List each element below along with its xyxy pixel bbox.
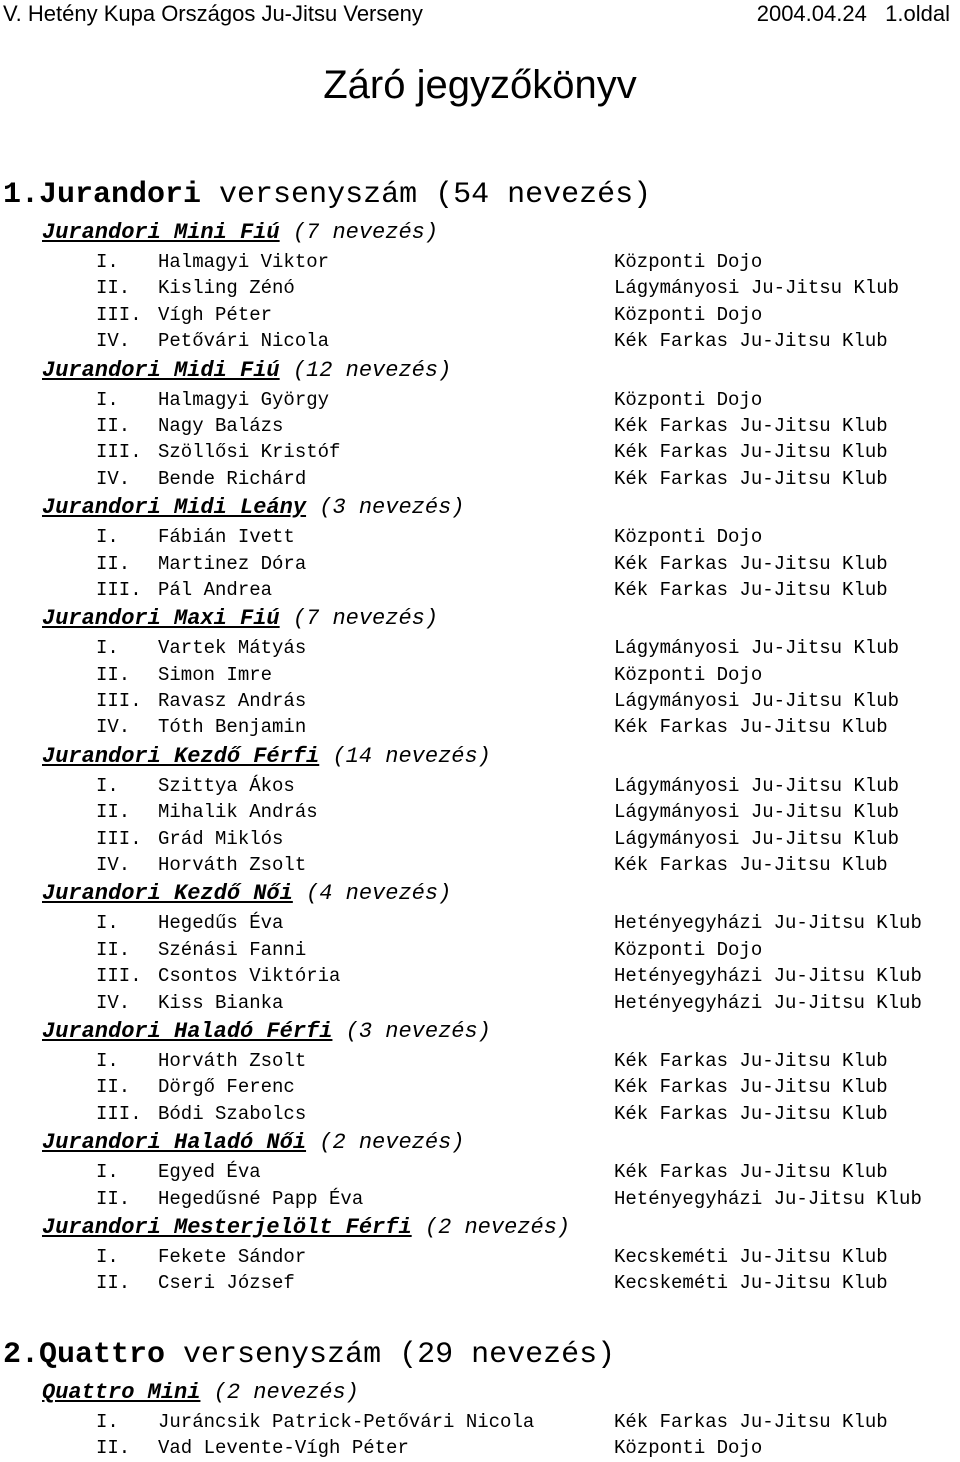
result-club: Kék Farkas Ju-Jitsu Klub [614,414,888,437]
result-name: Pál Andrea [158,578,273,601]
result-club: Lágymányosi Ju-Jitsu Klub [614,637,900,660]
section-subtitle: versenyszám (29 nevezés) [165,1338,616,1372]
result-rank: II. [96,1187,131,1210]
result-rank: I. [96,774,119,797]
result-rank: I. [96,1245,119,1268]
result-row [0,577,960,603]
result-name: Kisling Zénó [158,277,295,300]
result-club: Lágymányosi Ju-Jitsu Klub [614,801,900,824]
result-row [0,937,960,963]
result-name: Grád Miklós [158,827,284,850]
result-club: Kecskeméti Ju-Jitsu Klub [614,1245,888,1268]
category-heading [0,603,960,635]
category-name: Jurandori Maxi Fiú [42,606,280,632]
category-count: (14 nevezés) [319,743,491,769]
result-club: Központi Dojo [614,251,763,273]
result-row [0,662,960,688]
result-name: Hegedűs Éva [158,912,284,935]
result-row [0,963,960,989]
result-rank: II. [96,1272,131,1295]
result-club: Lágymányosi Ju-Jitsu Klub [614,774,900,797]
result-club: Kék Farkas Ju-Jitsu Klub [614,578,888,601]
result-row [0,275,960,301]
result-rank: II. [96,1076,131,1099]
section-subtitle: versenyszám (54 nevezés) [201,178,652,212]
result-rank: II. [96,663,131,686]
result-rank: III. [96,303,142,326]
result-rank: I. [96,251,119,273]
result-name: Bende Richárd [158,467,307,490]
category-heading [0,878,960,910]
section-heading [0,1333,960,1377]
result-row [0,635,960,661]
result-name: Dörgő Ferenc [158,1076,295,1099]
result-club: Kék Farkas Ju-Jitsu Klub [614,1049,888,1072]
document-title: Záró jegyzőkönyv [323,63,637,107]
category-name: Jurandori Midi Leány [42,495,307,521]
result-name: Horváth Zsolt [158,854,307,877]
result-name: Nagy Balázs [158,414,284,437]
result-club: Központi Dojo [614,526,763,549]
result-name: Tóth Benjamin [158,716,307,739]
result-row [0,688,960,714]
result-rank: II. [96,414,131,437]
result-rank: I. [96,912,119,935]
result-rank: I. [96,637,119,660]
result-club: Kék Farkas Ju-Jitsu Klub [614,1076,888,1099]
category-name: Quattro Mini [42,1380,201,1405]
category-heading [0,1212,960,1244]
result-name: Martinez Dóra [158,552,307,575]
result-row [0,799,960,825]
section-number: 2.Quattro [3,1338,166,1372]
category-heading [0,1016,960,1048]
category-name: Jurandori Haladó Férfi [42,1018,333,1044]
category-count: (7 nevezés) [279,606,439,632]
result-row [0,466,960,492]
result-rank: III. [96,441,142,464]
result-name: Vartek Mátyás [158,637,307,660]
result-name: Fábián Ivett [158,526,295,549]
result-name: Horváth Zsolt [158,1049,307,1072]
result-row [0,439,960,465]
category-count: (3 nevezés) [332,1018,491,1044]
result-club: Központi Dojo [614,303,763,326]
result-rank: II. [96,552,131,575]
result-rank: IV. [96,991,131,1014]
result-name: Ravasz András [158,690,307,713]
result-club: Kék Farkas Ju-Jitsu Klub [614,1411,888,1433]
result-club: Hetényegyházi Ju-Jitsu Klub [614,991,922,1014]
result-name: Csontos Viktória [158,965,341,988]
category-heading [0,741,960,773]
result-name: Szénási Fanni [158,938,307,961]
result-row [0,910,960,936]
result-row [0,1159,960,1185]
section-heading [0,173,960,217]
result-name: Vígh Péter [158,303,273,326]
result-row [0,1074,960,1100]
result-rank: II. [96,277,131,300]
result-club: Hetényegyházi Ju-Jitsu Klub [614,965,922,988]
result-name: Szittya Ákos [158,774,295,797]
result-name: Petővári Nicola [158,330,330,353]
result-name: Cseri József [158,1272,295,1295]
result-rank: II. [96,1437,131,1460]
result-rank: I. [96,1161,119,1184]
result-rank: I. [96,1049,119,1072]
result-row [0,714,960,740]
result-row [0,524,960,550]
result-row [0,826,960,852]
result-rank: I. [96,1411,119,1433]
category-name: Jurandori Mesterjelölt Férfi [42,1214,412,1240]
result-rank: III. [96,578,142,601]
result-rank: IV. [96,854,131,877]
result-rank: III. [96,1102,142,1125]
result-name: Vad Levente-Vígh Péter [158,1437,409,1460]
category-name: Jurandori Mini Fiú [42,220,280,245]
category-name: Jurandori Midi Fiú [42,357,280,383]
result-row [0,328,960,354]
category-count: (12 nevezés) [279,357,452,383]
result-club: Központi Dojo [614,388,763,411]
section-jurandori [0,173,960,1297]
result-club: Kék Farkas Ju-Jitsu Klub [614,467,888,490]
result-rank: I. [96,388,119,411]
result-name: Bódi Szabolcs [158,1102,307,1125]
result-name: Juráncsik Patrick-Petővári Nicola [158,1411,535,1433]
result-name: Fekete Sándor [158,1245,307,1268]
result-row [0,773,960,799]
result-row [0,990,960,1016]
category-count: (3 nevezés) [306,495,465,521]
category-heading [0,217,960,249]
result-rank: III. [96,690,142,713]
result-name: Mihalik András [158,801,318,824]
result-club: Lágymányosi Ju-Jitsu Klub [614,690,900,713]
result-club: Lágymányosi Ju-Jitsu Klub [614,277,900,300]
result-row [0,387,960,413]
category-count: (7 nevezés) [279,220,439,245]
result-club: Hetényegyházi Ju-Jitsu Klub [614,912,922,935]
result-rank: IV. [96,330,131,353]
result-club: Lágymányosi Ju-Jitsu Klub [614,827,900,850]
result-row [0,249,960,275]
result-club: Kék Farkas Ju-Jitsu Klub [614,1102,888,1125]
result-club: Kék Farkas Ju-Jitsu Klub [614,716,888,739]
result-club: Kék Farkas Ju-Jitsu Klub [614,854,888,877]
result-row [0,1409,960,1435]
result-row [0,551,960,577]
category-heading [0,1127,960,1159]
result-rank: IV. [96,467,131,490]
category-count: (2 nevezés) [411,1214,571,1240]
category-name: Jurandori Haladó Női [42,1130,307,1156]
result-row [0,852,960,878]
section-number: 1.Jurandori [3,178,202,212]
result-rank: III. [96,965,142,988]
category-heading [0,492,960,524]
result-rank: II. [96,938,131,961]
result-club: Hetényegyházi Ju-Jitsu Klub [614,1187,922,1210]
result-club: Központi Dojo [614,663,763,686]
category-name: Jurandori Kezdő Férfi [42,743,320,769]
result-club: Kék Farkas Ju-Jitsu Klub [614,1161,888,1184]
result-row [0,1244,960,1270]
category-count: (2 nevezés) [306,1130,465,1156]
result-name: Halmagyi György [158,388,330,411]
date-and-page: 2004.04.24 1.oldal [756,1,950,26]
page-header [0,0,960,30]
category-heading [0,355,960,387]
result-rank: I. [96,526,119,549]
result-name: Kiss Bianka [158,991,284,1014]
result-club: Kék Farkas Ju-Jitsu Klub [614,552,888,575]
result-name: Hegedűsné Papp Éva [158,1187,364,1210]
result-row [0,1186,960,1212]
category-count: (4 nevezés) [292,881,452,907]
result-name: Simon Imre [158,663,273,686]
result-row [0,413,960,439]
section-quattro [0,1333,960,1462]
result-rank: II. [96,801,131,824]
result-club: Kecskeméti Ju-Jitsu Klub [614,1272,888,1295]
category-heading [0,1377,960,1409]
result-row [0,302,960,328]
event-title: V. Hetény Kupa Országos Ju-Jitsu Verseny [3,1,423,26]
category-name: Jurandori Kezdő Női [42,881,293,907]
result-rank: III. [96,827,142,850]
result-row [0,1048,960,1074]
result-row [0,1101,960,1127]
result-name: Halmagyi Viktor [158,251,330,273]
result-row [0,1435,960,1461]
result-club: Központi Dojo [614,938,763,961]
result-club: Központi Dojo [614,1437,763,1460]
result-club: Kék Farkas Ju-Jitsu Klub [614,330,888,353]
result-row [0,1270,960,1296]
result-club: Kék Farkas Ju-Jitsu Klub [614,441,888,464]
result-rank: IV. [96,716,131,739]
result-name: Szöllősi Kristóf [158,441,341,464]
category-count: (2 nevezés) [200,1380,359,1405]
result-name: Egyed Éva [158,1161,261,1184]
